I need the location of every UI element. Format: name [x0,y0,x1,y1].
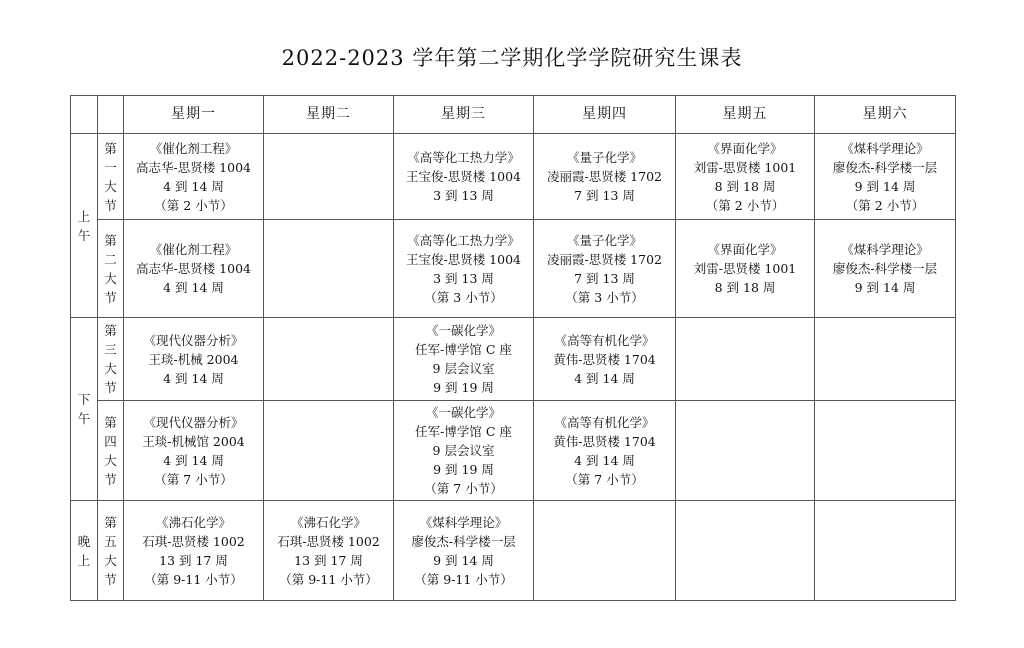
course-line: 13 到 17 周 [159,552,228,568]
day-header: 星期五 [676,96,815,134]
course-cell [676,318,815,401]
course-line: 4 到 14 周 [163,370,224,386]
course-line: 9 层会议室 [432,361,495,376]
course-cell [815,401,956,501]
course-line: 任军-博学馆 C 座 [415,342,512,357]
course-line: 9 到 19 周 [433,462,494,477]
course-line: 《煤科学理论》 [841,242,929,257]
course-line: 4 到 14 周 [574,370,635,386]
course-cell [124,501,264,601]
slot-label: 第 五 大 节 [98,501,124,601]
course-cell [815,220,956,318]
course-line: 《现代仪器分析》 [143,332,244,348]
course-line: 3 到 13 周 [433,270,494,286]
course-line: 黄伟-思贤楼 1704 [553,433,656,449]
course-line: （第 3 小节） [424,289,503,305]
course-cell [264,501,394,601]
course-line: 3 到 13 周 [433,188,494,203]
course-cell [124,134,264,220]
course-line: 4 到 14 周 [163,452,224,468]
table-row [71,220,956,318]
course-line: 刘雷-思贤楼 1001 [693,159,797,175]
slot-label: 第 二 大 节 [98,220,124,318]
course-line: 廖俊杰-科学楼一层 [832,261,938,276]
course-cell [815,134,956,220]
course-line: 8 到 18 周 [714,178,776,194]
table-row [71,501,956,601]
day-header: 星期六 [815,96,956,134]
course-cell [124,401,264,501]
course-line: 9 层会议室 [432,443,495,458]
course-line: （第 7 小节） [154,471,233,487]
course-cell [815,501,956,601]
course-line: （第 7 小节） [424,481,503,496]
schedule-table [70,95,956,601]
course-cell [534,318,676,401]
course-cell [534,134,676,220]
course-cell [124,318,264,401]
course-line: 凌丽霞-思贤楼 1702 [546,251,662,267]
course-cell [264,220,394,318]
course-line: 7 到 13 周 [574,270,635,286]
table-row [71,134,956,220]
course-line: 《量子化学》 [566,232,642,248]
course-line: 《催化剂工程》 [149,242,238,257]
day-header: 星期四 [534,96,676,134]
course-line: 《高等有机化学》 [554,332,655,348]
course-line: 《高等化工热力学》 [407,232,520,248]
course-cell [815,318,956,401]
course-line: 王琰-机械馆 2004 [142,433,245,449]
course-cell [676,134,815,220]
corner-cell [71,96,98,134]
course-line: 8 到 18 周 [714,280,776,295]
course-line: 《煤科学理论》 [841,140,929,156]
course-line: 《界面化学》 [707,140,783,156]
header-row [71,96,956,134]
course-line: 高志华-思贤楼 1004 [135,159,251,175]
course-line: 廖俊杰-科学楼一层 [411,533,516,549]
course-line: 廖俊杰-科学楼一层 [832,159,938,175]
course-line: 9 到 14 周 [433,552,494,568]
day-header: 星期一 [124,96,264,134]
course-line: 《一碳化学》 [425,323,501,338]
course-cell [394,501,534,601]
course-line: 《高等有机化学》 [554,414,655,430]
course-line: 4 到 14 周 [163,178,224,194]
course-cell [394,134,534,220]
course-cell [264,134,394,220]
course-cell [534,220,676,318]
course-line: 9 到 19 周 [433,380,494,395]
course-cell [534,501,676,601]
course-line: 刘雷-思贤楼 1001 [693,261,797,276]
course-cell [394,318,534,401]
course-cell [676,401,815,501]
page-title: 2022-2023 学年第二学期化学学院研究生课表 [281,46,743,70]
course-line: 《界面化学》 [707,242,783,257]
course-line: 7 到 13 周 [574,188,635,203]
slot-label: 第 三 大 节 [98,318,124,401]
course-line: （第 2 小节） [154,197,233,213]
course-line: （第 9-11 小节） [414,571,513,587]
corner-cell [98,96,124,134]
course-cell [394,220,534,318]
course-line: 《煤科学理论》 [419,514,508,530]
slot-label: 第 四 大 节 [98,401,124,501]
course-line: 凌丽霞-思贤楼 1702 [546,169,662,184]
course-cell [264,401,394,501]
period-label-morning: 上 午 [71,134,98,318]
day-header: 星期二 [264,96,394,134]
table-row [71,318,956,401]
course-line: 9 到 14 周 [854,280,916,295]
period-label-evening: 晚 上 [71,501,98,601]
course-line: 《催化剂工程》 [149,140,238,156]
course-line: 《沸石化学》 [290,514,366,530]
slot-label: 第 一 大 节 [98,134,124,220]
period-label-afternoon: 下 午 [71,318,98,501]
course-cell [534,401,676,501]
course-line: 石琪-思贤楼 1002 [142,533,245,549]
course-line: 高志华-思贤楼 1004 [135,261,251,276]
course-line: （第 2 小节） [845,197,925,213]
course-line: 《现代仪器分析》 [143,414,244,430]
course-line: 《高等化工热力学》 [407,150,520,165]
course-line: 13 到 17 周 [294,552,363,568]
course-line: 《量子化学》 [566,150,642,165]
course-line: （第 3 小节） [565,289,644,305]
course-line: 9 到 14 周 [854,178,916,194]
course-line: 《沸石化学》 [155,514,231,530]
day-header: 星期三 [394,96,534,134]
course-line: 黄伟-思贤楼 1704 [553,351,656,367]
course-cell [394,401,534,501]
course-line: 王宝俊-思贤楼 1004 [405,251,521,267]
course-line: 《一碳化学》 [425,405,501,420]
course-line: 石琪-思贤楼 1002 [277,533,380,549]
course-line: （第 7 小节） [565,471,644,487]
course-line: 王琰-机械 2004 [148,351,239,367]
course-cell [264,318,394,401]
course-line: 4 到 14 周 [574,452,635,468]
course-cell [676,220,815,318]
course-line: 王宝俊-思贤楼 1004 [405,169,521,184]
course-cell [676,501,815,601]
course-line: （第 9-11 小节） [144,571,243,587]
course-line: 4 到 14 周 [163,280,224,295]
course-line: 任军-博学馆 C 座 [415,424,512,439]
course-line: （第 2 小节） [705,197,785,213]
course-line: （第 9-11 小节） [279,571,378,587]
course-cell [124,220,264,318]
table-row [71,401,956,501]
